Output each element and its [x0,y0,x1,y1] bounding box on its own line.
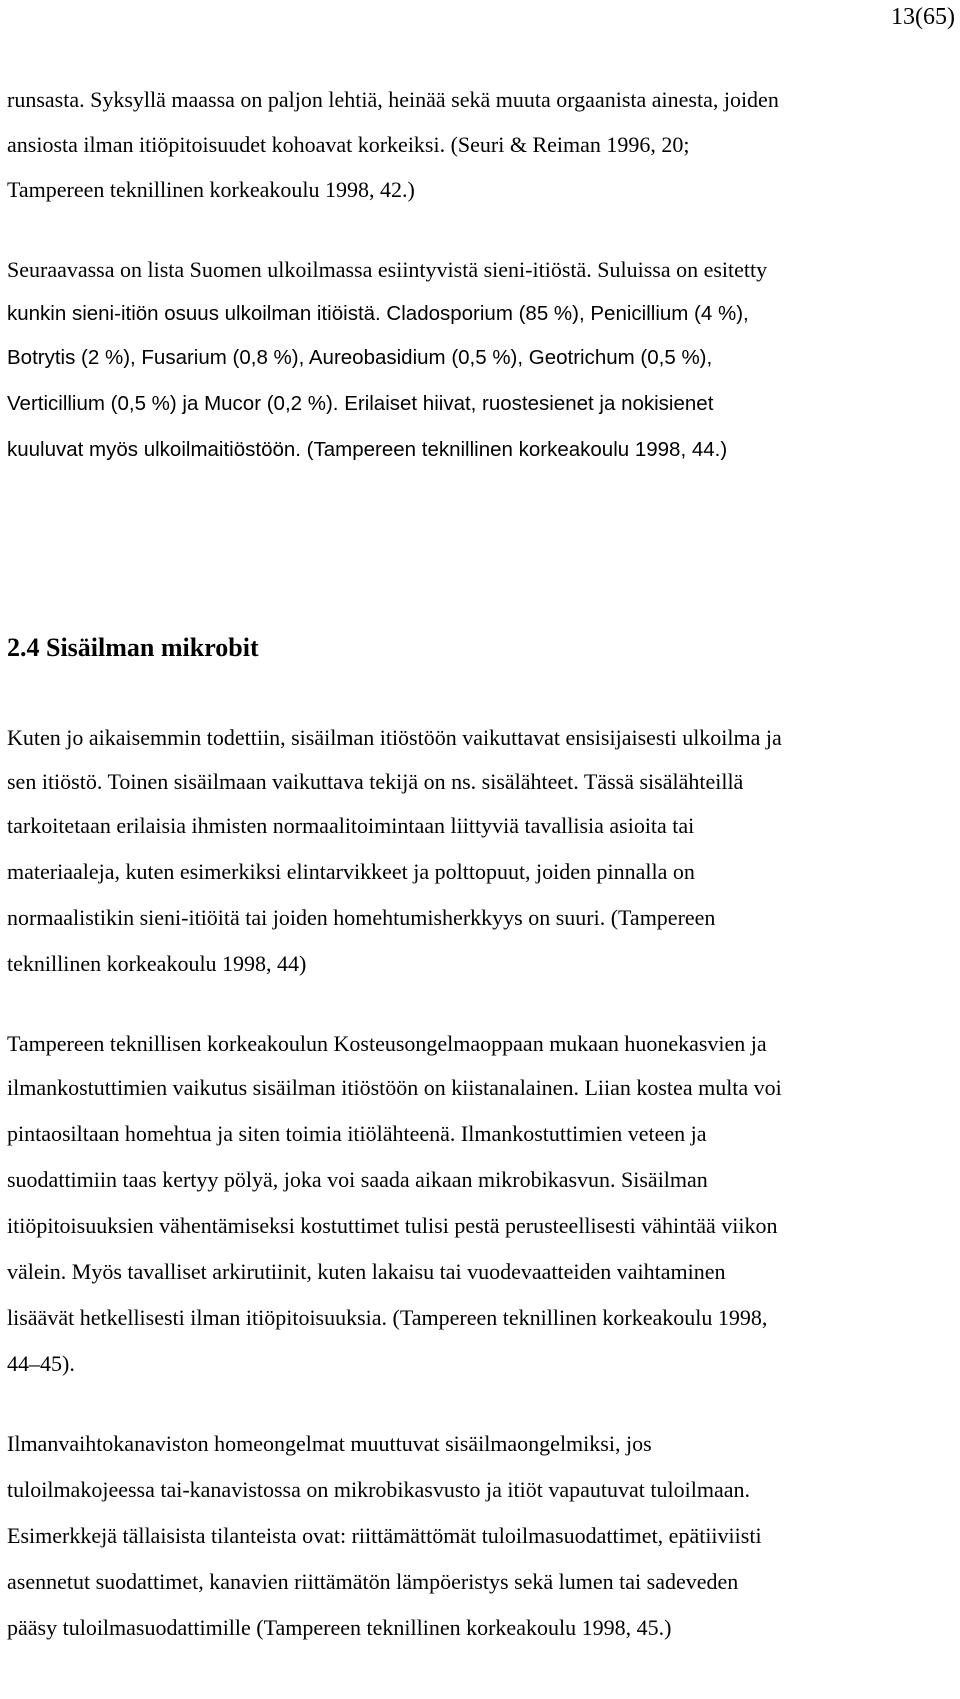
paragraph-4-line-2: ilmankostuttimien vaikutus sisäilman itiöstöön on kiistanalainen. Liian kostea multa voi [7,1075,782,1100]
paragraph-1-line-2: ansiosta ilman itiöpitoisuudet kohoavat korkeiksi. (Seuri & Reiman 1996, 20; [7,132,690,157]
paragraph-2-line-1: Seuraavassa on lista Suomen ulkoilmassa esiintyvistä sieni-itiöstä. Suluissa on esitetty [7,257,768,282]
paragraph-4-line-3: pintaosiltaan homehtua ja siten toimia itiölähteenä. Ilmankostuttimien veteen ja [7,1121,707,1146]
paragraph-4-line-1: Tampereen teknillisen korkeakoulun Kosteusongelmaoppaan mukaan huonekasvien ja [7,1031,767,1056]
section-heading: 2.4 Sisäilman mikrobit [7,633,259,662]
paragraph-3-line-4: materiaaleja, kuten esimerkiksi elintarvikkeet ja polttopuut, joiden pinnalla on [7,859,695,884]
paragraph-5-line-1: Ilmanvaihtokanaviston homeongelmat muuttuvat sisäilmaongelmiksi, jos [7,1431,652,1456]
paragraph-4-line-6: välein. Myös tavalliset arkirutiinit, kuten lakaisu tai vuodevaatteiden vaihtaminen [7,1259,726,1284]
paragraph-2-line-2: kunkin sieni-itiön osuus ulkoilman itiöistä. Cladosporium (85 %), Penicillium (4 %), [7,302,749,325]
paragraph-2-line-5: kuuluvat myös ulkoilmaitiöstöön. (Tampereen teknillinen korkeakoulu 1998, 44.) [7,438,728,461]
paragraph-1-line-1: runsasta. Syksyllä maassa on paljon lehtiä, heinää sekä muuta orgaanista ainesta, joiden [7,87,779,112]
paragraph-2-line-4: Verticillium (0,5 %) ja Mucor (0,2 %). Erilaiset hiivat, ruostesienet ja nokisienet [7,392,714,415]
paragraph-5-line-5: pääsy tuloilmasuodattimille (Tampereen teknillinen korkeakoulu 1998, 45.) [7,1615,672,1640]
paragraph-5-line-4: asennetut suodattimet, kanavien riittämätön lämpöeristys sekä lumen tai sadeveden [7,1569,739,1594]
paragraph-4-line-8: 44–45). [7,1351,75,1376]
paragraph-3-line-1: Kuten jo aikaisemmin todettiin, sisäilman itiöstöön vaikuttavat ensisijaisesti ulkoilma ja [7,725,782,750]
paragraph-5-line-2: tuloilmakojeessa tai-kanavistossa on mikrobikasvusto ja itiöt vapautuvat tuloilmaan. [7,1477,750,1502]
paragraph-4-line-4: suodattimiin taas kertyy pölyä, joka voi saada aikaan mikrobikasvun. Sisäilman [7,1167,708,1192]
paragraph-2-line-3: Botrytis (2 %), Fusarium (0,8 %), Aureobasidium (0,5 %), Geotrichum (0,5 %), [7,346,713,369]
paragraph-3-line-6: teknillinen korkeakoulu 1998, 44) [7,951,307,976]
paragraph-3-line-2: sen itiöstö. Toinen sisäilmaan vaikuttava tekijä on ns. sisälähteet. Tässä sisälähteillä [7,769,744,794]
page-number: 13(65) [891,4,955,30]
paragraph-1-line-3: Tampereen teknillinen korkeakoulu 1998, 42.) [7,177,415,202]
paragraph-4-line-5: itiöpitoisuuksien vähentämiseksi kostuttimet tulisi pestä perusteellisesti vähintää viikon [7,1213,778,1238]
paragraph-3-line-3: tarkoitetaan erilaisia ihmisten normaalitoimintaan liittyviä tavallisia asioita tai [7,813,695,838]
paragraph-5-line-3: Esimerkkejä tällaisista tilanteista ovat: riittämättömät tuloilmasuodattimet, epätiiviisti [7,1523,762,1548]
paragraph-3-line-5: normaalistikin sieni-itiöitä tai joiden homehtumisherkkyys on suuri. (Tampereen [7,905,716,930]
paragraph-4-line-7: lisäävät hetkellisesti ilman itiöpitoisuuksia. (Tampereen teknillinen korkeakoulu 1998, [7,1305,768,1330]
